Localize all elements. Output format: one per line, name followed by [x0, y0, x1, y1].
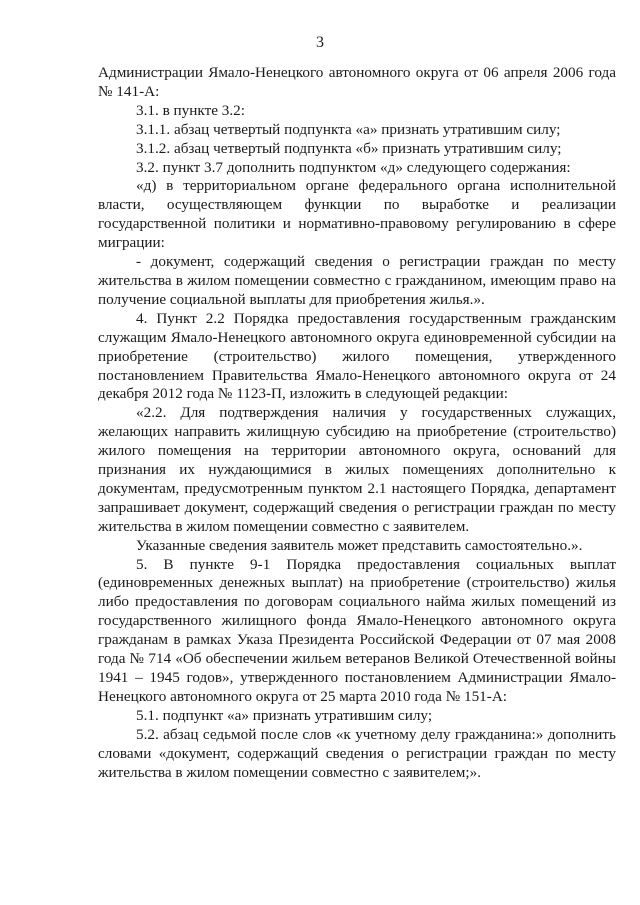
paragraph: «д) в территориальном органе федерального органа исполнительной власти, осуществляющем функции по выработке и реализации государственной политики и нормативно-правовому регулированию в сфере миграции: — [98, 177, 616, 252]
paragraph: 5.2. абзац седьмой после слов «к учетному делу гражданина:» дополнить словами «документ, содержащий сведения о регистрации граждан по месту жительства в жилом помещении совместно с заявителем;». — [98, 725, 616, 781]
paragraph: 3.1.2. абзац четвертый подпункта «б» признать утратившим силу; — [136, 139, 562, 157]
document-body — [98, 64, 616, 782]
paragraph: 3.1.1. абзац четвертый подпункта «а» признать утратившим силу; — [136, 120, 561, 138]
paragraph: Указанные сведения заявитель может представить самостоятельно.». — [136, 536, 583, 554]
paragraph: Администрации Ямало-Ненецкого автономного округа от 06 апреля 2006 года № 141-А: — [98, 64, 616, 100]
paragraph: 4. Пункт 2.2 Порядка предоставления государственным гражданским служащим Ямало-Ненецкого автономного округа единовременной субсидии на приобретение (строительство) жилого помещения, утвержденного постановлением Правительства Ямало-Ненецкого автономного округа от 24 декабря 2012 года № 1123-П, изложить в следующей редакции: — [98, 309, 616, 403]
paragraph: 5. В пункте 9-1 Порядка предоставления социальных выплат (единовременных денежных выплат) на приобретение (строительство) жилья либо предоставления по договорам социального найма жилых помещений из государственного жилищного фонда Ямало-Ненецкого автономного округа гражданам в рамках Указа Президента Российской Федерации от 07 мая 2008 года № 714 «Об обеспечении жильем ветеранов Великой Отечественной войны 1941 – 1945 годов», утвержденного постановлением Администрации Ямало-Ненецкого автономного округа от 25 марта 2010 года № 151-А: — [98, 555, 616, 705]
paragraph: - документ, содержащий сведения о регистрации граждан по месту жительства в жилом помещении совместно с гражданином, имеющим право на получение социальной выплаты для приобретения жилья.». — [98, 253, 616, 308]
page-number: 3 — [316, 34, 324, 51]
paragraph: 5.1. подпункт «а» признать утратившим силу; — [136, 706, 433, 724]
paragraph: 3.1. в пункте 3.2: — [136, 101, 245, 119]
paragraph: 3.2. пункт 3.7 дополнить подпунктом «д» следующего содержания: — [136, 158, 571, 176]
paragraph: «2.2. Для подтверждения наличия у государственных служащих, желающих направить жилищную субсидию на приобретение (строительство) жилого помещения на территории автономного округа, оснований для признания их нуждающимися в жилых помещениях дополнительно к документам, предусмотренным пунктом 2.1 настоящего Порядка, департамент запрашивает документ, содержащий сведения о регистрации граждан по месту жительства в жилом помещении совместно с заявителем. — [98, 404, 616, 535]
